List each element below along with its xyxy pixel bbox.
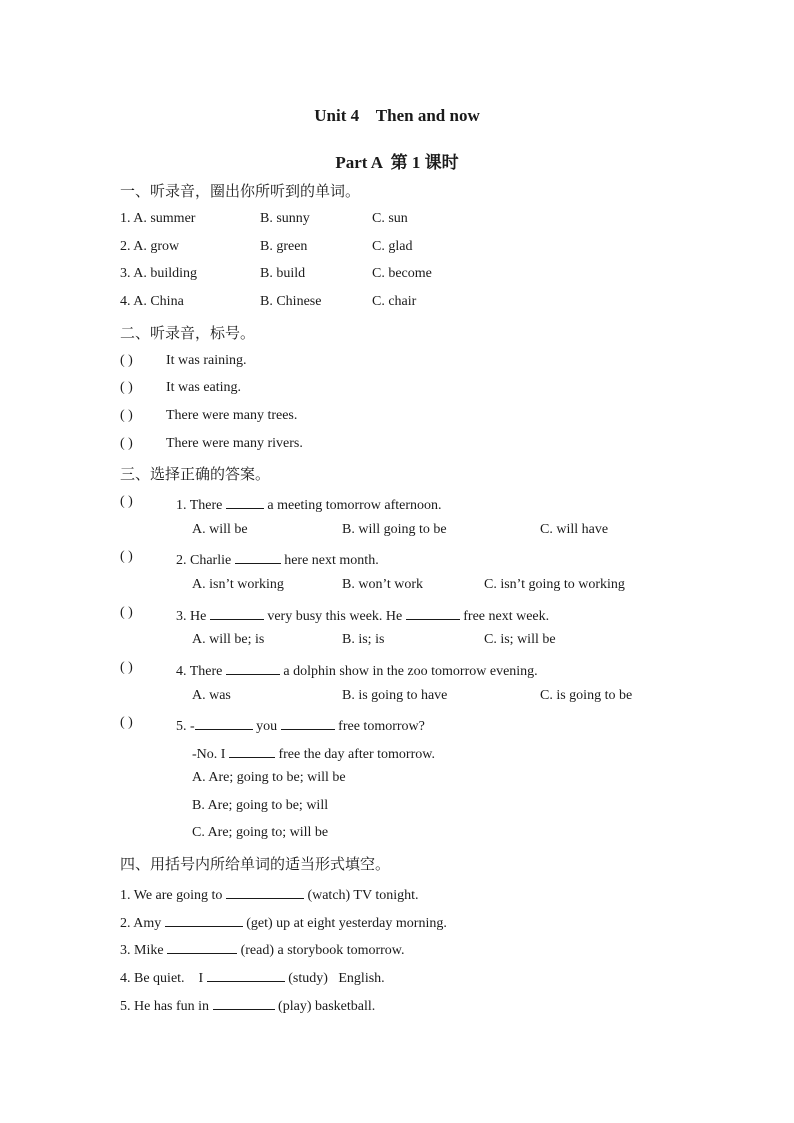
answer-blank[interactable] <box>229 743 275 758</box>
s3-q2 <box>120 549 680 569</box>
s3-q1-option-a: A. will be <box>192 522 248 537</box>
s3-q4-options <box>192 688 672 708</box>
s4-item-1-post: (watch) TV tonight. <box>307 888 419 903</box>
s4-item-5-pre: 5. He has fun in <box>120 999 210 1014</box>
s4-item-4-stem <box>120 967 385 987</box>
s1-item-3-a: 3. A. building <box>120 266 198 281</box>
s3-q4-stem <box>176 660 538 680</box>
s1-item-2-a: 2. A. grow <box>120 239 180 254</box>
s3-q5-option-b: B. Are; going to be; will <box>192 798 329 813</box>
s3-q4-pre: 4. There <box>176 664 223 679</box>
s1-item-3-b: B. build <box>260 266 306 281</box>
s1-item-4-a: 4. A. China <box>120 294 184 309</box>
s1-item-2 <box>120 239 680 259</box>
s3-q5-line2-stem <box>192 743 435 763</box>
s3-q5-option-c: C. Are; going to; will be <box>192 825 329 840</box>
s3-q3-option-b: B. is; is <box>342 632 385 647</box>
answer-blank[interactable] <box>207 967 285 982</box>
answer-blank[interactable] <box>226 884 304 899</box>
answer-blank[interactable] <box>281 715 335 730</box>
s4-item-1 <box>120 884 680 904</box>
s4-item-5-stem <box>120 995 375 1015</box>
section4-heading: 四、用括号内所给单词的适当形式填空。 <box>120 855 391 873</box>
s3-q5-line2-pre: -No. I <box>192 747 226 762</box>
s3-q4 <box>120 660 680 680</box>
section1-heading: 一、听录音，圈出你所听到的单词。 <box>120 182 361 200</box>
answer-paren: ( ) <box>120 660 133 675</box>
section3-heading: 三、选择正确的答案。 <box>120 465 271 483</box>
answer-blank[interactable] <box>213 995 275 1010</box>
s3-q5-option-a: A. Are; going to be; will be <box>192 770 346 785</box>
s3-q1 <box>120 494 680 514</box>
s3-q3 <box>120 605 680 625</box>
s4-item-3-pre: 3. Mike <box>120 943 164 958</box>
s3-q2-option-a: A. isn’t working <box>192 577 284 592</box>
answer-paren: ( ) <box>120 408 133 423</box>
s1-item-1 <box>120 211 680 231</box>
s3-q2-pre: 2. Charlie <box>176 553 232 568</box>
s2-item-2 <box>120 380 680 400</box>
s1-item-1-b: B. sunny <box>260 211 310 226</box>
answer-paren: ( ) <box>120 494 133 509</box>
s4-item-2-stem <box>120 912 447 932</box>
s3-q3-options <box>192 632 672 652</box>
s2-item-3-text: There were many trees. <box>166 408 298 423</box>
s3-q1-stem <box>176 494 442 514</box>
answer-paren: ( ) <box>120 605 133 620</box>
s3-q4-option-b: B. is going to have <box>342 688 448 703</box>
s3-q5-mid: you <box>256 719 278 734</box>
s2-item-2-text: It was eating. <box>166 380 242 395</box>
s4-item-4-post: (study) English. <box>288 971 385 986</box>
answer-blank[interactable] <box>235 549 281 564</box>
s1-item-4 <box>120 294 680 314</box>
answer-paren: ( ) <box>120 715 133 730</box>
s4-item-3-stem <box>120 939 405 959</box>
answer-blank[interactable] <box>195 715 253 730</box>
s3-q4-post: a dolphin show in the zoo tomorrow evening. <box>283 664 538 679</box>
s3-q1-options <box>192 522 672 542</box>
s3-q3-mid: very busy this week. He <box>267 609 403 624</box>
answer-paren: ( ) <box>120 436 133 451</box>
answer-blank[interactable] <box>406 605 460 620</box>
s4-item-3 <box>120 939 680 959</box>
s1-item-3-c: C. become <box>372 266 432 281</box>
s3-q5-post: free tomorrow? <box>338 719 425 734</box>
s3-q5-stem <box>176 715 425 735</box>
s2-item-1 <box>120 353 680 373</box>
s1-item-1-c: C. sun <box>372 211 408 226</box>
s3-q5-line2 <box>192 743 672 763</box>
s3-q1-pre: 1. There <box>176 498 223 513</box>
s3-q2-options <box>192 577 672 597</box>
s1-item-4-c: C. chair <box>372 294 417 309</box>
unit-title: Unit 4 Then and now <box>314 106 480 125</box>
answer-blank[interactable] <box>210 605 264 620</box>
answer-paren: ( ) <box>120 380 133 395</box>
s3-q5-option-b-row <box>192 798 672 818</box>
s4-item-5 <box>120 995 680 1015</box>
s3-q5-pre: 5. - <box>176 719 195 734</box>
s4-item-2 <box>120 912 680 932</box>
s3-q3-stem <box>176 605 549 625</box>
s3-q2-stem <box>176 549 379 569</box>
answer-blank[interactable] <box>226 494 264 509</box>
section2-heading: 二、听录音，标号。 <box>120 324 256 342</box>
s4-item-3-post: (read) a storybook tomorrow. <box>240 943 405 958</box>
s4-item-1-pre: 1. We are going to <box>120 888 223 903</box>
s2-item-4-text: There were many rivers. <box>166 436 303 451</box>
s3-q1-option-c: C. will have <box>540 522 609 537</box>
s4-item-2-post: (get) up at eight yesterday morning. <box>246 916 447 931</box>
s3-q4-option-c: C. is going to be <box>540 688 633 703</box>
s3-q1-post: a meeting tomorrow afternoon. <box>267 498 442 513</box>
s1-item-1-a: 1. A. summer <box>120 211 196 226</box>
s2-item-1-text: It was raining. <box>166 353 247 368</box>
s3-q5 <box>120 715 680 735</box>
s1-item-3 <box>120 266 680 286</box>
s1-item-2-c: C. glad <box>372 239 413 254</box>
s4-item-2-pre: 2. Amy <box>120 916 162 931</box>
s2-item-4 <box>120 436 680 456</box>
s3-q3-option-a: A. will be; is <box>192 632 265 647</box>
s4-item-1-stem <box>120 884 419 904</box>
s1-item-4-b: B. Chinese <box>260 294 322 309</box>
s1-item-2-b: B. green <box>260 239 308 254</box>
s4-item-4-pre: 4. Be quiet. I <box>120 971 204 986</box>
s2-item-3 <box>120 408 680 428</box>
s3-q5-option-a-row <box>192 770 672 790</box>
s3-q2-option-c: C. isn’t going to working <box>484 577 625 592</box>
answer-blank[interactable] <box>167 939 237 954</box>
answer-paren: ( ) <box>120 549 133 564</box>
s4-item-4 <box>120 967 680 987</box>
s3-q2-post: here next month. <box>284 553 379 568</box>
answer-paren: ( ) <box>120 353 133 368</box>
s3-q3-option-c: C. is; will be <box>484 632 556 647</box>
s3-q5-line2-post: free the day after tomorrow. <box>278 747 435 762</box>
s3-q5-option-c-row <box>192 825 672 845</box>
part-title: Part A 第 1 课时 <box>335 153 459 172</box>
answer-blank[interactable] <box>165 912 243 927</box>
s3-q2-option-b: B. won’t work <box>342 577 424 592</box>
s3-q3-pre: 3. He <box>176 609 207 624</box>
s4-item-5-post: (play) basketball. <box>278 999 376 1014</box>
s3-q3-post: free next week. <box>463 609 550 624</box>
s3-q1-option-b: B. will going to be <box>342 522 447 537</box>
s3-q4-option-a: A. was <box>192 688 231 703</box>
answer-blank[interactable] <box>226 660 280 675</box>
